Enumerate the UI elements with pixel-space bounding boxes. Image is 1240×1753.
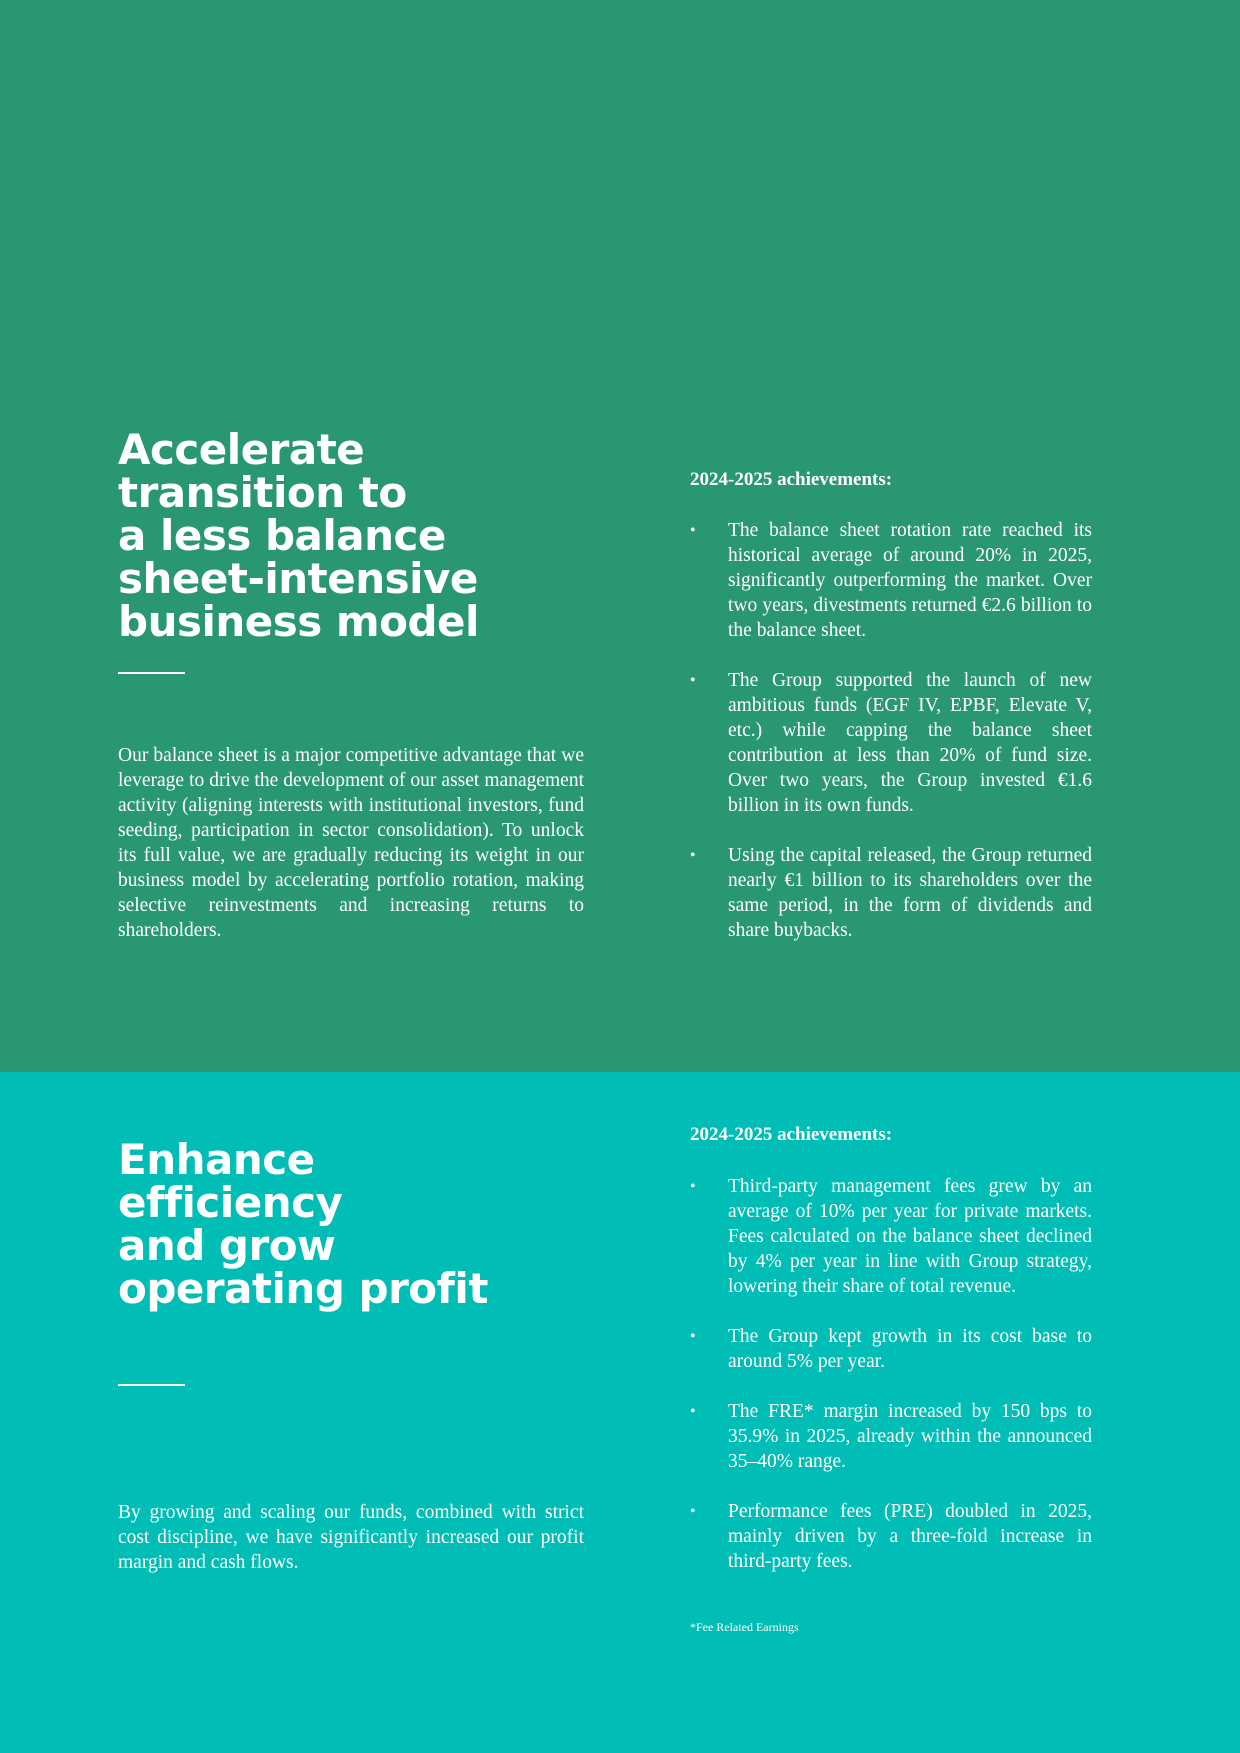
footnote: *Fee Related Earnings (690, 1620, 799, 1634)
divider-rule (118, 1384, 185, 1386)
bullet-icon: • (690, 1178, 696, 1195)
achievements-list (690, 518, 1092, 943)
section-heading: Accelerate transition to a less balance sheet-intensive business model (118, 425, 479, 646)
achievements-title: 2024-2025 achievements: (690, 469, 893, 490)
list-item: • The Group supported the launch of new ambitious funds (EGF IV, EPBF, Elevate V, etc.) while capping the balance sheet contribution at less than 20% of fund size. Over two years, the Group invested €1.6 billion in its own funds. (690, 670, 1092, 816)
achievements-title: 2024-2025 achievements: (690, 1124, 893, 1145)
achievements-list (690, 1174, 1092, 1574)
bullet-icon: • (690, 1403, 696, 1420)
list-item: • Performance fees (PRE) doubled in 2025, mainly driven by a three-fold increase in third-party fees. (690, 1501, 1092, 1572)
list-item: • Third-party management fees grew by an average of 10% per year for private markets. Fees calculated on the balance sheet declined by 4% per year in line with Group strategy, lowering their share of total revenue. (690, 1176, 1092, 1297)
section-intro: By growing and scaling our funds, combined with strict cost discipline, we have significantly increased our profit margin and cash flows. (118, 1502, 584, 1573)
bullet-icon: • (690, 1328, 696, 1345)
bullet-icon: • (690, 847, 696, 864)
divider-rule (118, 672, 185, 674)
list-item: • The Group kept growth in its cost base to around 5% per year. (690, 1326, 1092, 1372)
section-heading: Enhance efficiency and grow operating profit (118, 1135, 488, 1313)
list-item: • The balance sheet rotation rate reached its historical average of around 20% in 2025, significantly outperforming the market. Over two years, divestments returned €2.6 billion to the balance sheet. (690, 520, 1092, 641)
bullet-icon: • (690, 1503, 696, 1520)
list-item: • The FRE* margin increased by 150 bps to 35.9% in 2025, already within the announced 35–40% range. (690, 1401, 1092, 1472)
bullet-icon: • (690, 672, 696, 689)
efficiency-section (0, 1072, 1240, 1753)
bullet-icon: • (690, 522, 696, 539)
section-intro: Our balance sheet is a major competitive advantage that we leverage to drive the development of our asset management activity (aligning interests with institutional investors, fund seeding, participation in sector consolidation). To unlock its full value, we are gradually reducing its weight in our business model by accelerating portfolio rotation, making selective reinvestments and increasing returns to shareholders. (118, 745, 584, 941)
list-item: • Using the capital released, the Group returned nearly €1 billion to its shareholders over the same period, in the form of dividends and share buybacks. (690, 845, 1092, 941)
